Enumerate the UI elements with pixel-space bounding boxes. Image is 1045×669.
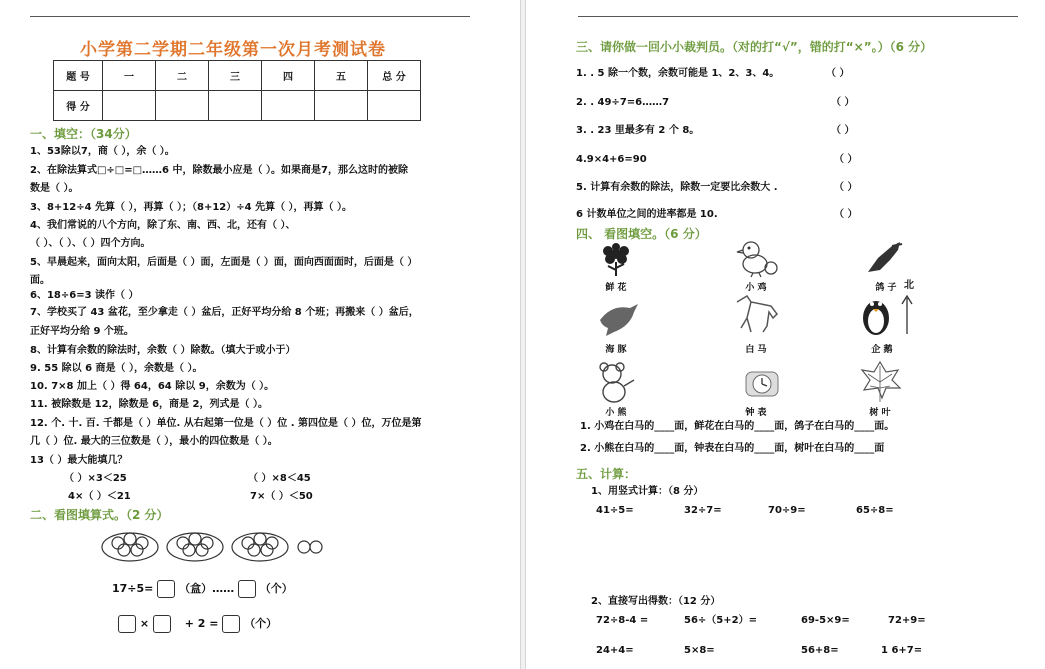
calc-item: 41÷5= — [596, 505, 634, 516]
question-line: 9. 55 除以 6 商是（ ），余数是（ ）。 — [30, 363, 203, 374]
exam-title: 小学第二学期二年级第一次月考测试卷 — [80, 40, 386, 60]
penguin-icon — [856, 292, 896, 338]
calc-item: 56+8= — [801, 645, 839, 656]
question-line: 6、18÷6=3 读作（ ） — [30, 290, 139, 301]
score-header-cell: 题 号 — [54, 61, 103, 91]
section4-heading: 四、 看图填空。（6 分） — [576, 227, 707, 241]
score-cell — [156, 91, 209, 121]
score-header-cell: 总 分 — [368, 61, 421, 91]
calc-item: 56÷（5+2）= — [684, 615, 757, 626]
north-label: 北 — [904, 280, 914, 291]
question-line: 10. 7×8 加上（ ）得 64，64 除以 9，余数为（ ）。 — [30, 381, 275, 392]
score-cell — [209, 91, 262, 121]
judge-item: 3. . 23 里最多有 2 个 8。 — [576, 125, 700, 136]
answer-box[interactable] — [118, 615, 136, 633]
question-line: 5、早晨起来，面向太阳，后面是（ ）面，左面是（ ）面，面向西面面时，后面是（ ） — [30, 257, 418, 268]
question-line: 2、在除法算式□÷□=□……6 中，除数最小应是（ ）。如果商是7，那么这时的被除 — [30, 165, 408, 176]
formula-1-part: （个） — [259, 582, 293, 595]
score-table — [53, 60, 421, 121]
question-line: （ ）、（ ）、（ ）四个方向。 — [30, 238, 151, 249]
calc-item: 1 6+7= — [881, 645, 923, 656]
section5-heading: 五、计算： — [576, 467, 637, 481]
question-line: 4、我们常说的八个方向，除了东、南、西、北，还有（ ）、 — [30, 220, 296, 231]
score-cell — [368, 91, 421, 121]
calc-item: 69-5×9= — [801, 615, 850, 626]
judge-item: 6 计数单位之间的进率都是 10. — [576, 209, 718, 220]
apple-plates-image — [100, 525, 330, 565]
caption-penguin: 企 鹅 — [871, 345, 893, 355]
score-header-cell: 一 — [103, 61, 156, 91]
judge-paren[interactable]: （ ） — [834, 209, 858, 220]
caption-chick: 小 鸡 — [745, 283, 767, 293]
formula-1-part: 17÷5= — [112, 582, 154, 595]
flower-icon — [596, 242, 636, 278]
judge-paren[interactable]: （ ） — [826, 68, 850, 79]
pigeon-icon — [862, 238, 906, 278]
score-header-cell: 四 — [262, 61, 315, 91]
direction-question-1: 1. 小鸡在白马的____面，鲜花在白马的____面，鸽子在白马的____面。 — [580, 421, 895, 432]
inequality: （ ）×8＜45 — [248, 473, 311, 484]
question-line: 几（ ）位. 最大的三位数是（ ），最小的四位数是（ ）。 — [30, 436, 278, 447]
caption-horse: 白 马 — [745, 345, 767, 355]
caption-clock: 钟 表 — [745, 408, 767, 418]
answer-box[interactable] — [153, 615, 171, 633]
caption-bear: 小 熊 — [605, 408, 627, 418]
judge-paren[interactable]: （ ） — [831, 125, 855, 136]
formula-2 — [118, 615, 277, 633]
score-header-cell: 二 — [156, 61, 209, 91]
calc-item: 32÷7= — [684, 505, 722, 516]
calc-item: 72+9= — [888, 615, 926, 626]
question-line: 数是（ ）。 — [30, 183, 79, 194]
section1-heading: 一、填空：（34分） — [30, 127, 137, 141]
judge-item: 4.9×4+6=90 — [576, 154, 647, 165]
judge-paren[interactable]: （ ） — [831, 97, 855, 108]
judge-item: 1. . 5 除一个数，余数可能是 1、2、3、4。 — [576, 68, 780, 79]
left-page — [0, 0, 520, 669]
question-line: 8、计算有余数的除法时，余数（ ）除数。（填大于或小于） — [30, 345, 296, 356]
question-line: 3、8+12÷4 先算（ ），再算（ ）；（8+12）÷4 先算（ ），再算（ ）。 — [30, 202, 353, 213]
answer-box[interactable] — [157, 580, 175, 598]
score-header-cell: 五 — [315, 61, 368, 91]
top-rule — [30, 16, 470, 17]
north-arrow-icon — [900, 294, 914, 336]
caption-flower: 鲜 花 — [605, 283, 627, 293]
formula-2-part: × — [139, 617, 150, 630]
question-line: 12. 个. 十. 百. 千都是（ ）单位. 从右起第一位是（ ）位 . 第四位是（ ）位，万位是第 — [30, 418, 422, 429]
judge-item: 2. . 49÷7=6……7 — [576, 97, 670, 108]
horse-icon — [731, 292, 783, 338]
right-page — [526, 0, 1045, 669]
direction-question-2: 2. 小熊在白马的____面，钟表在白马的____面，树叶在白马的____面 — [580, 443, 885, 454]
inequality: 4×（ ）＜21 — [68, 491, 131, 502]
question-line: 面。 — [30, 275, 50, 286]
judge-paren[interactable]: （ ） — [834, 154, 858, 165]
dolphin-icon — [596, 298, 642, 338]
calc-item: 5×8= — [684, 645, 715, 656]
answer-box[interactable] — [222, 615, 240, 633]
calc-item: 70÷9= — [768, 505, 806, 516]
judge-item: 5. 计算有余数的除法，除数一定要比余数大 . — [576, 182, 778, 193]
caption-dolphin: 海 豚 — [605, 345, 627, 355]
chick-icon — [731, 238, 781, 278]
calc-item: 65÷8= — [856, 505, 894, 516]
top-rule — [578, 16, 1018, 17]
score-cell — [262, 91, 315, 121]
answer-box[interactable] — [238, 580, 256, 598]
calc-item: 72÷8-4 = — [596, 615, 649, 626]
formula-1-part: （盒）…… — [179, 582, 235, 595]
calc-subheading-2: 2、直接写出得数：（12 分） — [591, 596, 721, 607]
section3-heading: 三、请你做一回小小裁判员。（对的打“√”，错的打“×”。）（6 分） — [576, 40, 933, 54]
caption-pigeon: 鸽 子 — [875, 283, 897, 293]
question-line: 7、学校买了 43 盆花，至少拿走（ ）盆后，正好平均分给 8 个班；再搬来（ ）盆后， — [30, 307, 419, 318]
inequality: （ ）×3＜25 — [64, 473, 127, 484]
clock-icon — [742, 368, 782, 400]
inequality: 7×（ ）＜50 — [250, 491, 313, 502]
question-line: 13（ ）最大能填几？ — [30, 455, 128, 466]
calc-subheading-1: 1、用竖式计算：（8 分） — [591, 486, 704, 497]
judge-paren[interactable]: （ ） — [834, 182, 858, 193]
formula-1 — [112, 580, 293, 598]
score-row-label: 得 分 — [54, 91, 103, 121]
score-cell — [315, 91, 368, 121]
leaf-icon — [856, 358, 904, 404]
question-line: 正好平均分给 9 个班。 — [30, 326, 134, 337]
score-header-cell: 三 — [209, 61, 262, 91]
score-cell — [103, 91, 156, 121]
bear-icon — [594, 360, 640, 404]
section2-heading: 二、看图填算式。（2 分） — [30, 508, 169, 522]
calc-item: 24+4= — [596, 645, 634, 656]
formula-2-part: （个） — [244, 617, 278, 630]
question-line: 1、53除以7，商（ ），余（ ）。 — [30, 146, 175, 157]
formula-2-part: + 2 = — [184, 617, 219, 630]
caption-leaf: 树 叶 — [869, 408, 891, 418]
question-line: 11. 被除数是 12，除数是 6，商是 2，列式是（ ）。 — [30, 399, 268, 410]
